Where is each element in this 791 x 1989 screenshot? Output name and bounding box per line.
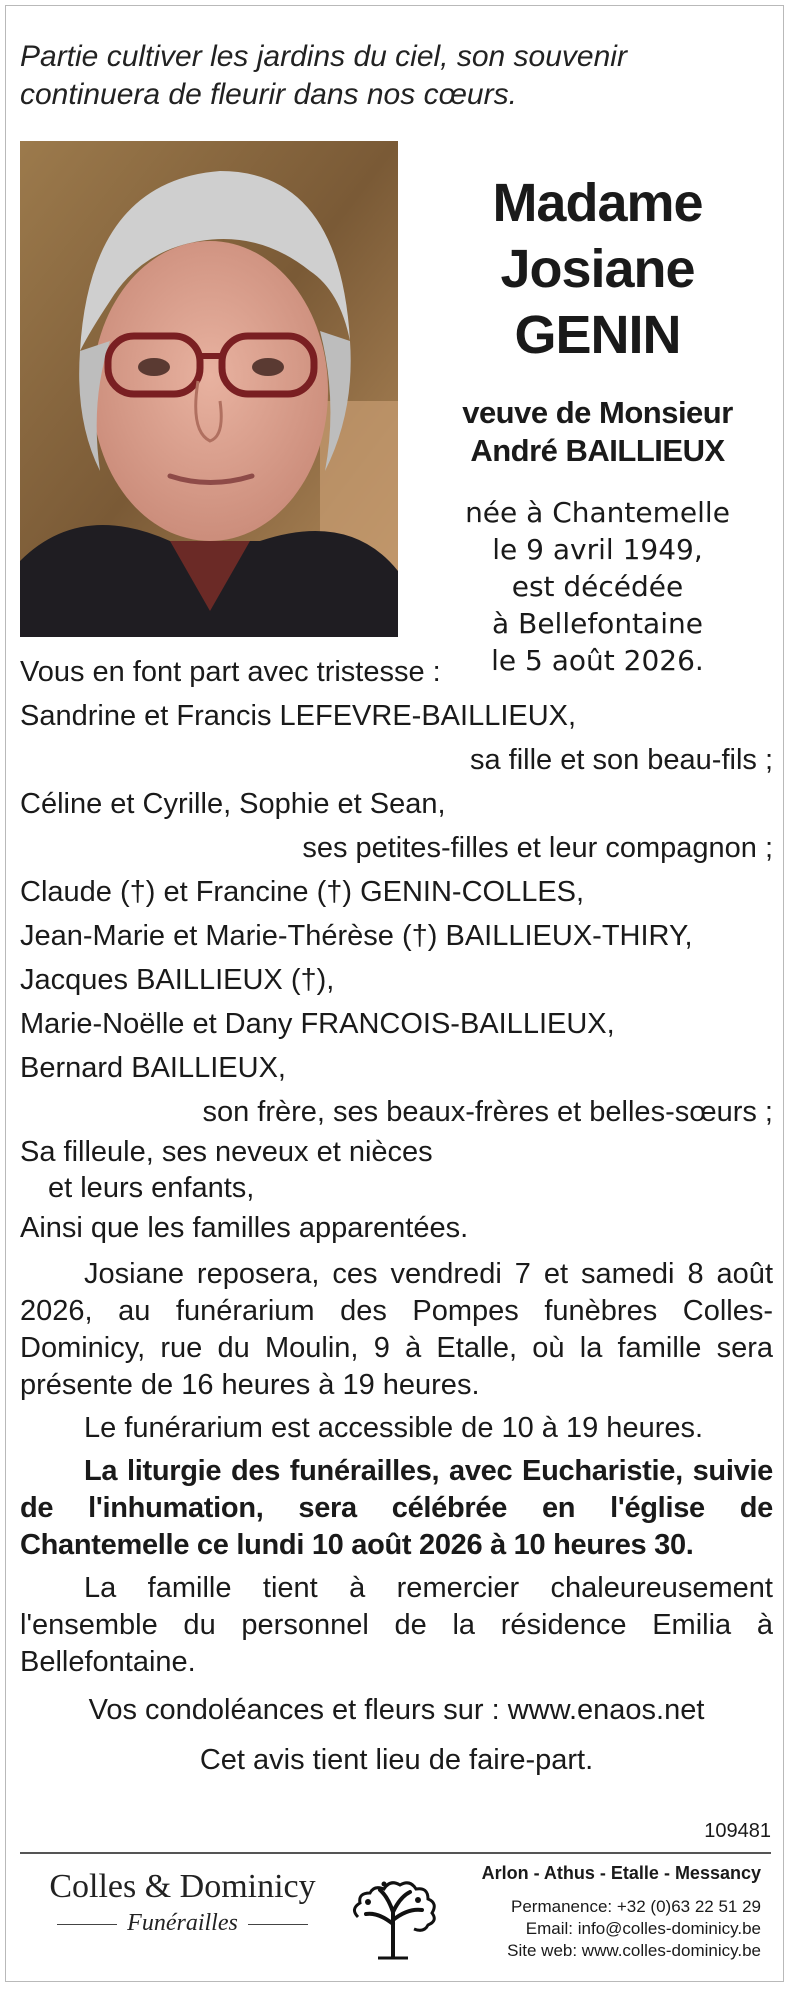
memorial-quote <box>20 38 740 114</box>
family-line: et leurs enfants, <box>48 1172 255 1204</box>
family-line: Bernard BAILLIEUX, <box>20 1052 286 1084</box>
email-line[interactable]: Email: info@colles-dominicy.be <box>525 1919 761 1938</box>
announcement-text <box>20 650 773 1781</box>
phone-line: Permanence: +32 (0)63 22 51 29 <box>511 1897 761 1916</box>
announcement-line: Vous en font part avec tristesse : <box>20 656 441 688</box>
funeral-paragraph: La liturgie des funérailles, avec Eucharistie, suivie de l'inhumation, sera célébrée en l'église de Chantemelle ce lundi 10 août 2026 à 10 heures 30. <box>20 1455 773 1561</box>
family-line: Ainsi que les familles apparentées. <box>20 1212 469 1244</box>
funeral-home-name: Colles & Dominicy <box>49 1868 316 1905</box>
tree-icon <box>338 1862 448 1962</box>
funeral-home-subtitle: Funérailles <box>40 1910 325 1937</box>
website-line[interactable]: Site web: www.colles-dominicy.be <box>507 1941 761 1960</box>
footer-divider <box>20 1852 771 1854</box>
notice-line: Cet avis tient lieu de faire-part. <box>199 1744 594 1776</box>
birth-death-details: née à Chantemelle le 9 avril 1949, est décédée à Bellefontaine le 5 août 2026. <box>465 496 730 677</box>
family-line: Marie-Noëlle et Dany FRANCOIS-BAILLIEUX, <box>20 1008 615 1040</box>
hours-paragraph: Le funérarium est accessible de 10 à 19 heures. <box>84 1412 704 1444</box>
family-line: Sa filleule, ses neveux et nièces <box>20 1136 433 1168</box>
relation-line: son frère, ses beaux-frères et belles-sœurs ; <box>202 1096 773 1128</box>
quote-line: continuera de fleurir dans nos cœurs. <box>20 78 517 111</box>
deceased-block <box>415 170 780 679</box>
thanks-paragraph: La famille tient à remercier chaleureusement l'ensemble du personnel de la résidence Emilia à Bellefontaine. <box>20 1572 773 1678</box>
deceased-name: Madame Josiane GENIN <box>492 173 703 365</box>
family-line: Céline et Cyrille, Sophie et Sean, <box>20 788 446 820</box>
family-line: Claude (†) et Francine (†) GENIN-COLLES, <box>20 876 585 908</box>
family-line: Sandrine et Francis LEFEVRE-BAILLIEUX, <box>20 700 577 732</box>
contact-info <box>482 1862 761 1962</box>
relation-line: ses petites-filles et leur compagnon ; <box>302 832 773 864</box>
portrait-photo <box>20 141 398 637</box>
reference-number: 109481 <box>704 1820 771 1842</box>
relation-line: sa fille et son beau-fils ; <box>469 744 773 776</box>
widow-of: veuve de Monsieur André BAILLIEUX <box>462 395 733 468</box>
wake-paragraph: Josiane reposera, ces vendredi 7 et samedi 8 août 2026, au funérarium des Pompes funèbres Colles-Dominicy, rue du Moulin, 9 à Etalle, où la famille sera présente de 16 heures à 19 heures. <box>20 1258 773 1401</box>
family-line: Jean-Marie et Marie-Thérèse (†) BAILLIEUX-THIRY, <box>20 920 693 952</box>
branch-towns: Arlon - Athus - Etalle - Messancy <box>481 1863 761 1883</box>
condolences-line: Vos condoléances et fleurs sur : www.enaos.net <box>88 1694 705 1726</box>
family-line: Jacques BAILLIEUX (†), <box>20 964 335 996</box>
quote-line: Partie cultiver les jardins du ciel, son souvenir <box>20 40 627 73</box>
